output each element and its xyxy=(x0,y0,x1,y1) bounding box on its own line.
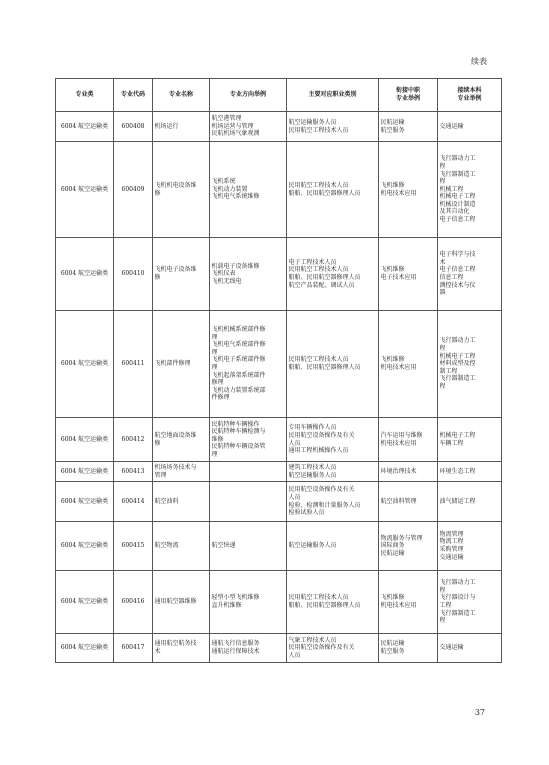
cell-line: 物流管理 xyxy=(439,530,464,538)
cell-line: 检验、检测和计量服务人员 xyxy=(288,501,361,509)
cell-code: 600408 xyxy=(114,112,153,142)
cell-secondary xyxy=(379,634,438,663)
cell-line: 理 xyxy=(211,333,218,341)
cell-secondary xyxy=(379,571,438,634)
cell-line: 机电技术应用 xyxy=(380,602,417,609)
cell-major-name xyxy=(153,571,210,634)
cell-direction xyxy=(210,311,287,418)
cell-line: 直升机维修 xyxy=(211,602,242,609)
cell-major-name xyxy=(153,142,210,238)
table-row xyxy=(56,311,502,418)
cell-code: 600410 xyxy=(114,238,153,311)
cell-line: 信息工程 xyxy=(439,274,464,281)
cell-line: 理 xyxy=(211,364,218,371)
cell-line: 程 xyxy=(439,586,446,594)
cell-line: 飞机电气系统维修 xyxy=(211,193,260,201)
cell-code: 600413 xyxy=(114,462,153,482)
cell-line: 机械电子工程 xyxy=(439,193,476,201)
cell-line: 物流工程 xyxy=(439,538,464,546)
cell-line: 环境生态工程 xyxy=(439,467,476,475)
cell-line: 国际商务 xyxy=(380,542,405,550)
cell-line: 机械电子工程 xyxy=(439,431,476,439)
cell-major-name xyxy=(153,522,210,571)
cell-code: 600414 xyxy=(114,482,153,522)
cell-direction xyxy=(210,571,287,634)
cell-line: 电子工程技术人员 xyxy=(288,258,337,266)
cell-line: 机电技术应用 xyxy=(380,364,417,371)
col-header-occupation: 主要对应职业类别 xyxy=(287,79,379,112)
cell-line: 民航运输 xyxy=(380,118,405,126)
cell-secondary xyxy=(379,142,438,238)
cell-direction xyxy=(210,634,287,663)
cell-line: 交通运输 xyxy=(439,122,464,130)
table-row xyxy=(56,522,502,571)
table-row xyxy=(56,418,502,462)
cell-line: 制工程 xyxy=(439,367,458,375)
cell-line: 理 xyxy=(211,450,218,458)
cell-line: 船舶、民用航空器修理人员 xyxy=(288,602,361,609)
cell-line: 航空产品装配、调试人员 xyxy=(288,281,355,289)
cell-line: 通用工程机械操作人员 xyxy=(288,447,349,455)
cell-line: 民航运输 xyxy=(380,549,405,557)
cell-direction xyxy=(210,482,287,522)
cell-line: 环境治理技术 xyxy=(380,467,417,475)
cell-code: 600412 xyxy=(114,418,153,462)
cell-line: 修 xyxy=(154,189,161,197)
cell-line: 油气储运工程 xyxy=(439,497,476,505)
cell-code: 600411 xyxy=(114,311,153,418)
cell-code: 600415 xyxy=(114,522,153,571)
cell-line: 机载电子设备维修 xyxy=(211,262,260,270)
cell-major-name xyxy=(153,112,210,142)
cell-line: 电子信息工程 xyxy=(439,216,476,224)
table-row xyxy=(56,112,502,142)
cell-line: 飞机机械系统部件修 xyxy=(211,326,266,334)
cell-line: 飞机无线电 xyxy=(211,277,242,285)
cell-line: 飞机动力装置系统部 xyxy=(211,386,266,394)
cell-line: 民用航空工程技术人员 xyxy=(288,356,349,364)
cell-line: 器 xyxy=(439,289,446,297)
cell-line: 民用航空工程技术人员 xyxy=(288,126,349,134)
cell-direction xyxy=(210,142,287,238)
cell-bachelor xyxy=(438,482,502,522)
cell-direction xyxy=(210,112,287,142)
cell-line: 件修理 xyxy=(211,394,230,402)
cell-line: 飞机电气系统部件修 xyxy=(211,341,266,349)
cell-category: 6004 航空运输类 xyxy=(56,634,114,663)
cell-line: 修理 xyxy=(211,379,224,387)
cell-line: 航空油料 xyxy=(154,497,179,505)
cell-line: 航空物流 xyxy=(154,542,179,550)
cell-line: 民用航空工程技术人员 xyxy=(288,181,349,189)
cell-bachelor xyxy=(438,142,502,238)
cell-line: 人员 xyxy=(288,439,301,447)
cell-bachelor xyxy=(438,462,502,482)
cell-code: 600416 xyxy=(114,571,153,634)
cell-line: 机场运营与管理 xyxy=(211,122,254,130)
cell-occupation xyxy=(287,462,379,482)
cell-line: 理 xyxy=(211,348,218,356)
cell-line: 民用航空设备操作及有关 xyxy=(288,431,355,439)
cell-line: 术 xyxy=(154,648,161,655)
cell-line: 电子信息工程 xyxy=(439,266,476,274)
col-header-direction: 专业方向举例 xyxy=(210,79,287,112)
cell-line: 飞机维修 xyxy=(380,594,405,602)
cell-major-name xyxy=(153,238,210,311)
cell-line: 飞行器动力工 xyxy=(439,155,476,163)
cell-line: 机电技术应用 xyxy=(380,189,417,197)
cell-line: 民用航空工程技术人员 xyxy=(288,594,349,602)
cell-line: 程 xyxy=(439,382,446,390)
cell-line: 飞机动力装置 xyxy=(211,185,248,193)
cell-category: 6004 航空运输类 xyxy=(56,142,114,238)
cell-line: 人员 xyxy=(288,493,301,501)
col-header-category: 专业类 xyxy=(56,79,114,112)
cell-line: 飞机机电设备维 xyxy=(154,181,197,189)
cell-line: 民航特种车辆检测与 xyxy=(211,428,266,436)
cell-line: 飞行器制造工 xyxy=(439,609,476,617)
cell-code: 600417 xyxy=(114,634,153,663)
continued-label: 续表 xyxy=(471,57,487,66)
cell-line: 电子科学与技 xyxy=(439,251,476,259)
cell-occupation xyxy=(287,418,379,462)
cell-line: 机场运行 xyxy=(154,122,179,130)
cell-occupation xyxy=(287,311,379,418)
cell-line: 采购管理 xyxy=(439,546,464,553)
cell-category: 6004 航空运输类 xyxy=(56,482,114,522)
cell-line: 物流服务与管理 xyxy=(380,534,423,542)
col-header-code: 专业代码 xyxy=(114,79,153,112)
cell-major-name xyxy=(153,482,210,522)
col-header-major-name: 专业名称 xyxy=(153,79,210,112)
cell-line: 航空运输服务人员 xyxy=(288,471,337,479)
cell-occupation xyxy=(287,238,379,311)
cell-line: 机电技术应用 xyxy=(380,439,417,447)
cell-line: 修 xyxy=(154,274,161,281)
cell-line: 机场场务技术与 xyxy=(154,463,197,471)
cell-line: 气象工程技术人员 xyxy=(288,636,337,644)
cell-secondary xyxy=(379,418,438,462)
cell-line: 飞机仪表 xyxy=(211,270,236,278)
cell-line: 航空快递 xyxy=(211,542,236,550)
header-line: 接续本科 xyxy=(457,87,482,95)
cell-line: 测控技术与仪 xyxy=(439,281,476,289)
cell-bachelor xyxy=(438,634,502,663)
cell-bachelor xyxy=(438,238,502,311)
cell-direction xyxy=(210,238,287,311)
cell-secondary xyxy=(379,311,438,418)
cell-line: 民用航空设备操作及有关 xyxy=(288,644,355,652)
cell-direction xyxy=(210,522,287,571)
cell-line: 机械设计制造 xyxy=(439,200,476,208)
cell-major-name xyxy=(153,634,210,663)
cell-line: 轻型小型飞机维修 xyxy=(211,594,260,602)
cell-line: 船舶、民用航空器修理人员 xyxy=(288,189,361,197)
cell-line: 车辆工程 xyxy=(439,439,464,447)
table-row xyxy=(56,462,502,482)
cell-line: 通航运行保障技术 xyxy=(211,648,260,655)
cell-line: 航空服务 xyxy=(380,126,405,134)
cell-line: 材料成型及控 xyxy=(439,360,476,368)
major-catalog-table xyxy=(55,78,502,663)
cell-line: 汽车运用与维修 xyxy=(380,431,423,439)
cell-line: 通用航空器维修 xyxy=(154,598,197,606)
cell-line: 程 xyxy=(439,178,446,186)
cell-line: 人员 xyxy=(288,651,301,659)
col-header-bachelor xyxy=(438,79,502,112)
cell-line: 专用车辆操作人员 xyxy=(288,424,337,432)
cell-line: 飞机维修 xyxy=(380,266,405,274)
header-line: 衔接中职 xyxy=(395,87,420,95)
cell-line: 民航特种车辆操作 xyxy=(211,420,260,428)
cell-line: 船舶、民用航空器修理人员 xyxy=(288,364,361,371)
cell-line: 工程 xyxy=(439,602,452,609)
cell-line: 通用航空航务技 xyxy=(154,640,197,648)
cell-line: 飞机起落架系统部件 xyxy=(211,371,266,379)
cell-line: 维修 xyxy=(211,435,224,443)
cell-category: 6004 航空运输类 xyxy=(56,238,114,311)
cell-bachelor xyxy=(438,311,502,418)
cell-line: 飞机电子系统部件修 xyxy=(211,356,266,364)
cell-major-name xyxy=(153,462,210,482)
cell-bachelor xyxy=(438,112,502,142)
cell-secondary xyxy=(379,238,438,311)
cell-major-name xyxy=(153,311,210,418)
cell-major-name xyxy=(153,418,210,462)
cell-line: 机械工程 xyxy=(439,185,464,193)
cell-category: 6004 航空运输类 xyxy=(56,462,114,482)
page-number: 37 xyxy=(474,708,485,717)
cell-line: 电子技术应用 xyxy=(380,274,417,281)
cell-occupation xyxy=(287,522,379,571)
cell-line: 航空服务 xyxy=(380,648,405,655)
cell-occupation xyxy=(287,112,379,142)
cell-secondary xyxy=(379,522,438,571)
cell-secondary xyxy=(379,462,438,482)
table-row xyxy=(56,238,502,311)
cell-line: 航空地面设备维 xyxy=(154,431,197,439)
cell-line: 交通运输 xyxy=(439,553,464,561)
header-line: 专业举例 xyxy=(457,95,482,102)
table-row xyxy=(56,634,502,663)
cell-code: 600409 xyxy=(114,142,153,238)
cell-line: 民用航空设备操作及有关 xyxy=(288,486,355,494)
cell-line: 飞行器制造工 xyxy=(439,170,476,178)
cell-direction xyxy=(210,462,287,482)
cell-line: 船舶、民用航空器修理人员 xyxy=(288,274,361,281)
cell-line: 民航运输 xyxy=(380,640,405,648)
cell-bachelor xyxy=(438,418,502,462)
cell-occupation xyxy=(287,482,379,522)
col-header-secondary xyxy=(379,79,438,112)
cell-category: 6004 航空运输类 xyxy=(56,571,114,634)
cell-occupation xyxy=(287,142,379,238)
cell-line: 飞机维修 xyxy=(380,181,405,189)
cell-occupation xyxy=(287,634,379,663)
cell-line: 程 xyxy=(439,345,446,353)
cell-secondary xyxy=(379,482,438,522)
cell-line: 检验试验人员 xyxy=(288,509,325,517)
cell-line: 修 xyxy=(154,439,161,447)
cell-line: 航空港管理 xyxy=(211,115,242,123)
cell-bachelor xyxy=(438,522,502,571)
cell-line: 飞机电子设备维 xyxy=(154,266,197,274)
cell-direction xyxy=(210,418,287,462)
cell-line: 程 xyxy=(439,617,446,625)
table-header-row xyxy=(56,79,502,112)
cell-line: 通航飞行信息服务 xyxy=(211,640,260,648)
cell-line: 民航特种车辆设备管 xyxy=(211,443,266,451)
cell-line: 飞行器设计与 xyxy=(439,594,476,602)
cell-line: 飞行器动力工 xyxy=(439,337,476,345)
cell-line: 民航机场气象观测 xyxy=(211,130,260,138)
header-line: 专业举例 xyxy=(395,95,420,102)
cell-secondary xyxy=(379,112,438,142)
table-row xyxy=(56,571,502,634)
cell-category: 6004 航空运输类 xyxy=(56,522,114,571)
cell-category: 6004 航空运输类 xyxy=(56,418,114,462)
cell-bachelor xyxy=(438,571,502,634)
cell-line: 交通运输 xyxy=(439,644,464,652)
cell-line: 管理 xyxy=(154,471,167,479)
cell-line: 飞机部件修理 xyxy=(154,360,191,368)
cell-line: 及其自动化 xyxy=(439,208,470,216)
cell-line: 飞行器动力工 xyxy=(439,579,476,587)
cell-line: 程 xyxy=(439,162,446,170)
cell-line: 建筑工程技术人员 xyxy=(288,463,337,471)
cell-line: 飞机系统 xyxy=(211,178,236,186)
cell-line: 飞机维修 xyxy=(380,356,405,364)
table-row xyxy=(56,482,502,522)
cell-occupation xyxy=(287,571,379,634)
cell-category: 6004 航空运输类 xyxy=(56,311,114,418)
cell-category: 6004 航空运输类 xyxy=(56,112,114,142)
cell-line: 术 xyxy=(439,258,446,266)
cell-line: 飞行器制造工 xyxy=(439,375,476,383)
cell-line: 民用航空工程技术人员 xyxy=(288,266,349,274)
cell-line: 航空运输服务人员 xyxy=(288,118,337,126)
cell-line: 航空油料管理 xyxy=(380,497,417,505)
cell-line: 航空运输服务人员 xyxy=(288,542,337,550)
table-row xyxy=(56,142,502,238)
cell-line: 机械电子工程 xyxy=(439,352,476,360)
